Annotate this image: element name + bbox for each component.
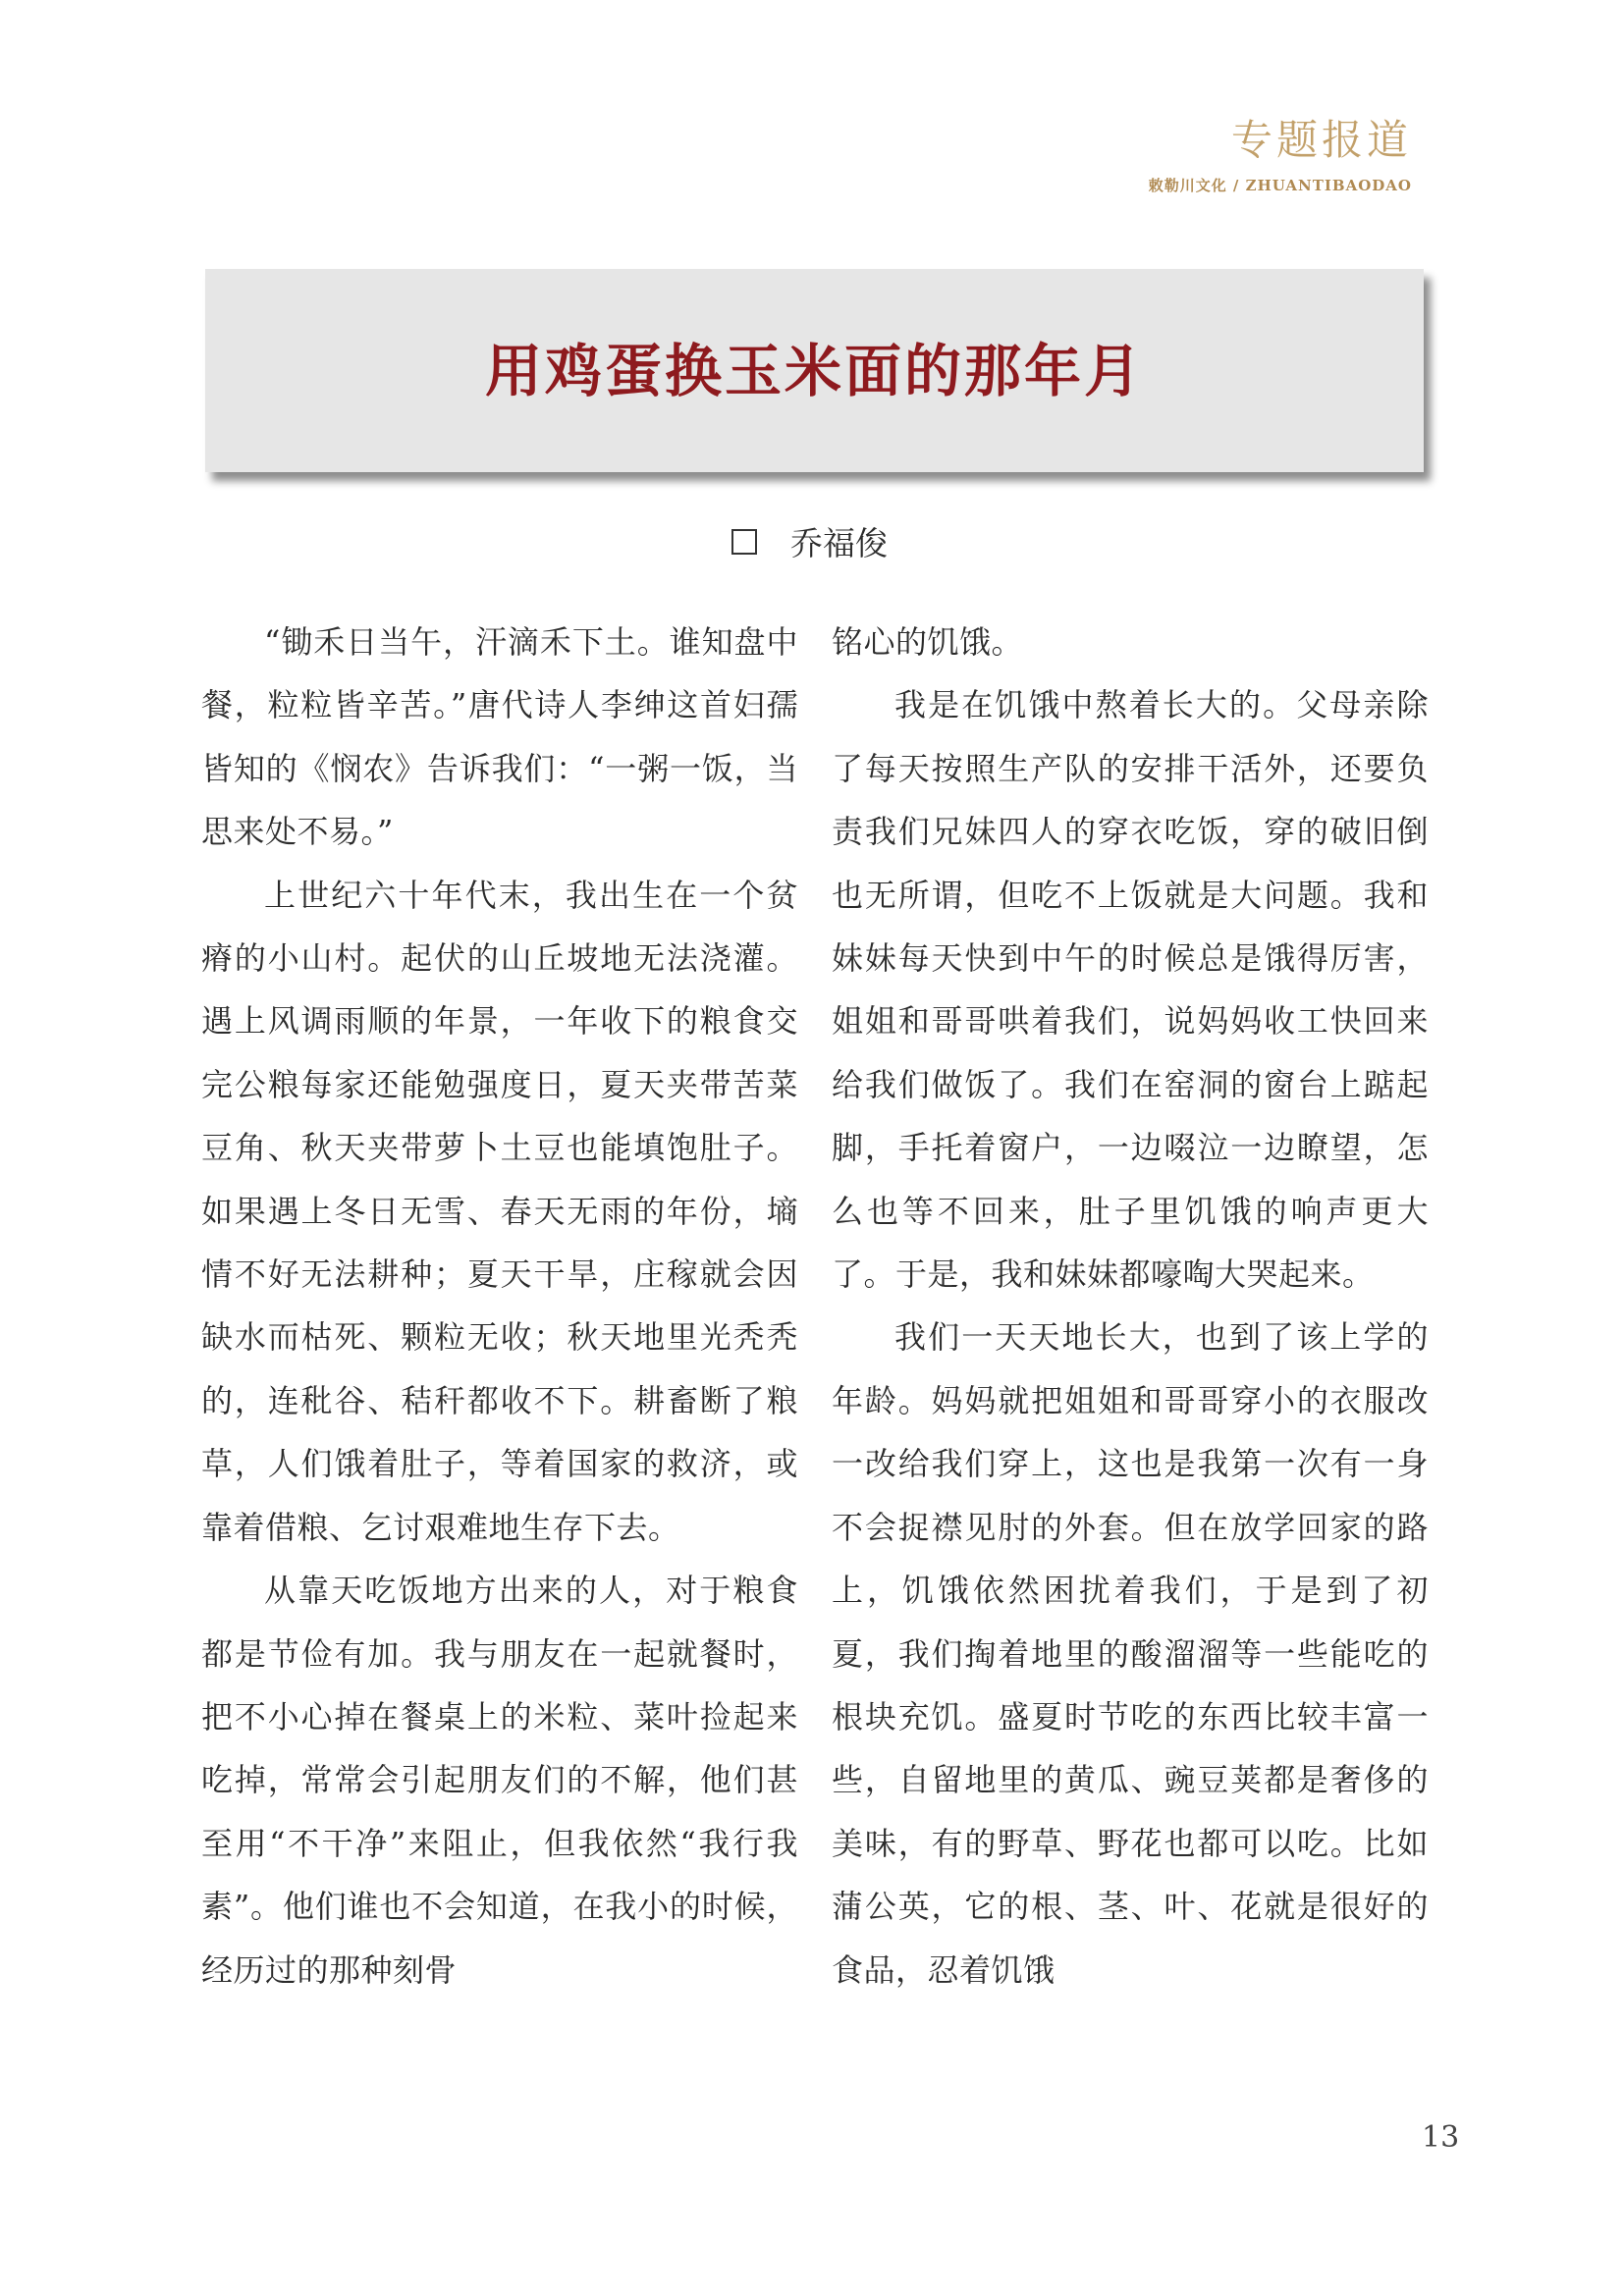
title-banner xyxy=(205,269,1424,472)
article-title: 用鸡蛋换玉米面的那年月 xyxy=(484,337,1144,404)
section-title: 专题报道 xyxy=(1230,116,1412,164)
byline xyxy=(731,518,888,564)
paragraph: “锄禾日当午，汗滴禾下土。谁知盘中餐，粒粒皆辛苦。”唐代诗人李绅这首妇孺皆知的《悯农》告诉我们：“一粥一饭，当思来处不易。” xyxy=(201,623,798,851)
paragraph: 我是在饥饿中熬着长大的。父母亲除了每天按照生产队的安排干活外，还要负责我们兄妹四人的穿衣吃饭，穿的破旧倒也无所谓，但吃不上饭就是大问题。我和妹妹每天快到中午的时候总是饿得厉害，姐姐和哥哥哄着我们，说妈妈收工快回来给我们做饭了。我们在窑洞的窗台上踮起脚，手托着窗户，一边啜泣一边瞭望，怎么也等不回来，肚子里饥饿的响声更大了。于是，我和妹妹都嚎啕大哭起来。 xyxy=(832,686,1429,1294)
paragraph: 上世纪六十年代末，我出生在一个贫瘠的小山村。起伏的山丘坡地无法浇灌。遇上风调雨顺的年景，一年收下的粮食交完公粮每家还能勉强度日，夏天夹带苦菜豆角、秋天夹带萝卜土豆也能填饱肚子。如果遇上冬日无雪、春天无雨的年份，墒情不好无法耕种；夏天干旱，庄稼就会因缺水而枯死、颗粒无收；秋天地里光秃秃的，连秕谷、秸秆都收不下。耕畜断了粮草，人们饿着肚子，等着国家的救济，或靠着借粮、乞讨艰难地生存下去。 xyxy=(201,876,798,1546)
author-name: 乔福俊 xyxy=(790,524,888,562)
author-box-icon xyxy=(731,529,757,555)
left-column xyxy=(201,611,798,2002)
section-subtitle: 敕勒川文化 / ZHUANTIBAODAO xyxy=(1148,177,1412,194)
right-column xyxy=(832,611,1429,2002)
paragraph: 从靠天吃饭地方出来的人，对于粮食都是节俭有加。我与朋友在一起就餐时，把不小心掉在餐桌上的米粒、菜叶捡起来吃掉，常常会引起朋友们的不解，他们甚至用“不干净”来阻止，但我依然“我行我素”。他们谁也不会知道，在我小的时候，经历过的那种刻骨 xyxy=(201,1572,798,1989)
paragraph: 铭心的饥饿。 xyxy=(832,623,1024,661)
section-header xyxy=(1149,114,1412,195)
paragraph: 我们一天天地长大，也到了该上学的年龄。妈妈就把姐姐和哥哥穿小的衣服改一改给我们穿上，这也是我第一次有一身不会捉襟见肘的外套。但在放学回家的路上，饥饿依然困扰着我们，于是到了初夏，我们掏着地里的酸溜溜等一些能吃的根块充饥。盛夏时节吃的东西比较丰富一些，自留地里的黄瓜、豌豆荚都是奢侈的美味，有的野草、野花也都可以吃。比如蒲公英，它的根、茎、叶、花就是很好的食品，忍着饥饿 xyxy=(832,1318,1429,1989)
page-number: 13 xyxy=(1422,2120,1460,2155)
